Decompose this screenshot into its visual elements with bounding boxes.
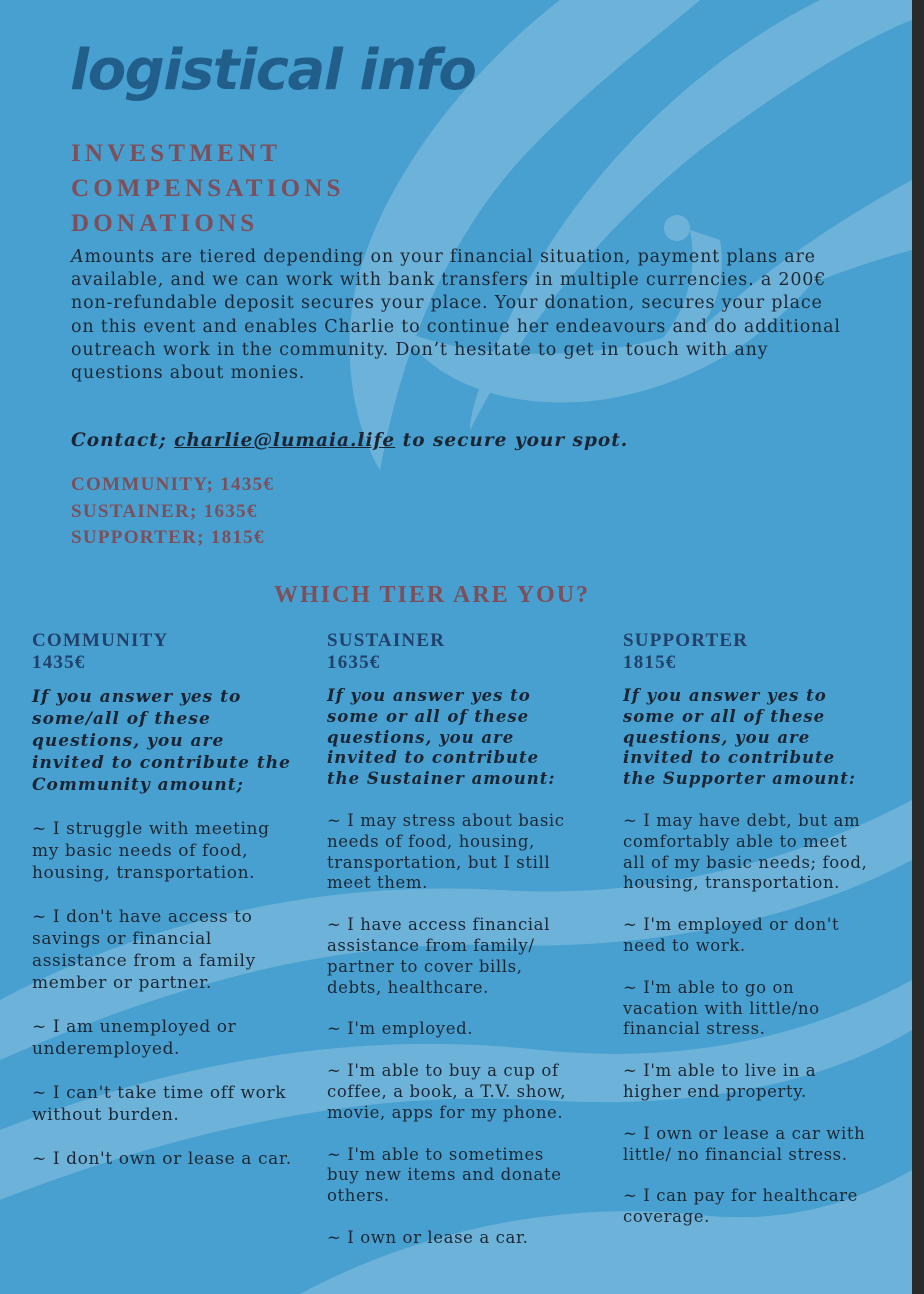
subheading-investment: INVESTMENT [71,140,282,167]
list-item: ~ I'm able to go on vacation with little/no financial stress. [623,977,820,1039]
tier-price: 1635€ [327,652,381,673]
price-supporter: SUPPORTER; 1815€ [71,527,265,549]
tier-column-supporter [623,630,873,1228]
tier-question-heading: WHICH TIER ARE YOU? [273,582,591,608]
subheading-donations: DONATIONS [71,210,259,237]
list-item: ~ I'm able to buy a cup of coffee, a book, a T.V. show, movie, apps for my phone. [327,1061,567,1122]
list-item: ~ I'm employed or don't need to work. [623,915,840,955]
list-item: ~ I'm employed. [327,1019,474,1039]
list-item: ~ I'm able to live in a higher end property. [623,1061,817,1101]
list-item: ~ I am unemployed or underemployed. [32,1017,237,1059]
tier-column-community [32,630,294,1170]
subheading-compensations: COMPENSATIONS [71,175,345,202]
price-sustainer: SUSTAINER; 1635€ [71,500,258,522]
contact-prefix: Contact; [71,430,175,451]
price-community: COMMUNITY; 1435€ [71,474,275,495]
tier-name: SUPPORTER [623,630,749,651]
tier-name: SUSTAINER [327,630,446,651]
list-item: ~ I'm able to sometimes buy new items and donate others. [327,1144,562,1206]
tier-intro: If you answer yes to some or all of these questions, you are invited to contribute the Sustainer amount: [327,686,556,789]
intro-text: mounts are tiered depending on your financial situation, payment plans are available, and we can work with bank transfers in multiple currencies. a 200€ non-refundable deposit secures your place. Your donation, secures your place on this event and enables Charlie to continue her endeavours and do additional outreach work in the community. Don’t hesitate to get in touch with any questions about monies. [71,247,841,384]
contact-email-link[interactable]: charlie@lumaia.life [174,430,396,451]
intro-drop-letter: A [71,247,85,267]
tier-name: COMMUNITY [32,630,169,651]
tier-price: 1435€ [32,652,86,673]
price-list [71,472,274,552]
tier-criteria-list [32,818,294,1170]
page-title: logistical info [70,38,476,103]
section-subheading [71,136,345,241]
list-item: ~ I can't take time off work without burden. [32,1083,287,1125]
tier-criteria-list [623,811,873,1228]
list-item: ~ I have access financial assistance from family/ partner to cover bills, debts, healthcare. [327,915,550,997]
page-edge-divider [912,0,924,1294]
list-item: ~ I may stress about basic needs of food, housing, transportation, but I still meet them. [327,810,565,893]
list-item: ~ I don't have access to savings or financial assistance from a family member or partner. [32,907,256,993]
tier-criteria-list [327,811,577,1249]
intro-paragraph [71,246,841,385]
list-item: ~ I struggle with meeting my basic needs of food, housing, transportation. [32,819,270,883]
tier-price: 1815€ [623,652,677,673]
list-item: ~ I may have debt, but am comfortably able to meet all of my basic needs; food, housing, transportation. [623,810,868,893]
list-item: ~ I can pay for healthcare coverage. [623,1186,859,1227]
tier-intro: If you answer yes to some/all of these questions, you are invited to contribute the Community amount; [32,687,291,795]
tier-column-sustainer [327,630,577,1249]
list-item: ~ I own or lease a car with little/ no financial stress. [623,1123,866,1164]
contact-line [71,430,628,451]
list-item: ~ I own or lease a car. [327,1227,529,1247]
list-item: ~ I don't own or lease a car. [32,1149,292,1169]
tier-intro: If you answer yes to some or all of these questions, you are invited to contribute the Supporter amount: [623,686,856,789]
contact-suffix: to secure your spot. [395,430,629,451]
